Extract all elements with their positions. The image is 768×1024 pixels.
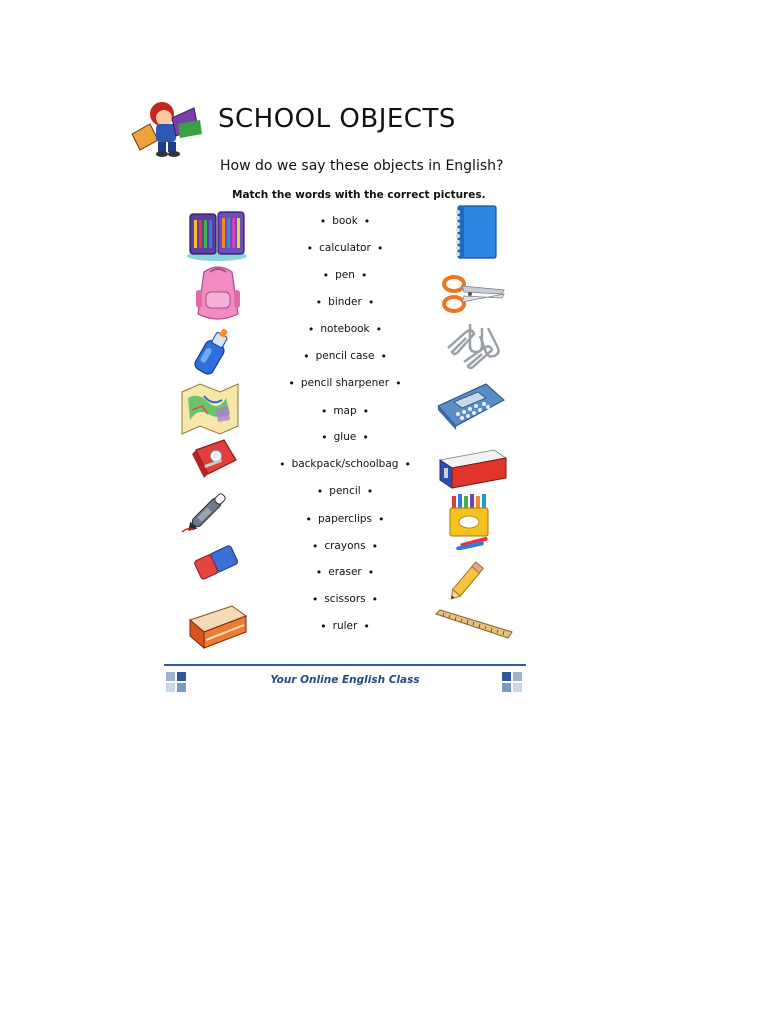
book-icon[interactable] (186, 602, 250, 654)
match-dot[interactable]: • (380, 349, 387, 363)
paperclips-icon[interactable] (440, 318, 502, 374)
match-dot[interactable]: • (305, 512, 312, 526)
match-dot[interactable]: • (375, 322, 383, 336)
match-dot[interactable]: • (371, 539, 379, 553)
word-item-eraser (270, 563, 420, 581)
binder-icon[interactable] (436, 446, 508, 492)
word-item-paperclips (270, 510, 420, 528)
word-label: pencil (329, 485, 361, 497)
word-item-calculator (270, 239, 420, 257)
word-label: pencil sharpener (300, 377, 390, 389)
match-dot[interactable]: • (319, 214, 327, 228)
match-dot[interactable]: • (321, 430, 328, 444)
word-label: paperclips (317, 513, 373, 525)
match-dot[interactable]: • (306, 241, 314, 255)
match-dot[interactable]: • (378, 512, 385, 526)
pencil-case-icon[interactable] (184, 206, 250, 262)
word-label: backpack/schoolbag (291, 458, 399, 470)
pen-icon[interactable] (180, 486, 236, 536)
match-dot[interactable]: • (360, 268, 368, 282)
word-item-pen (270, 266, 420, 284)
word-item-pencil-sharpener (270, 374, 420, 392)
match-dot[interactable]: • (320, 619, 327, 633)
match-dot[interactable]: • (288, 376, 295, 390)
pencil-sharpener-icon[interactable] (190, 436, 242, 480)
word-label: calculator (319, 242, 371, 254)
match-dot[interactable]: • (320, 404, 328, 418)
match-dot[interactable]: • (362, 404, 370, 418)
pencil-icon[interactable] (446, 556, 490, 602)
match-dot[interactable]: • (404, 457, 411, 471)
word-item-glue (270, 428, 420, 446)
glue-icon[interactable] (184, 326, 240, 380)
match-dot[interactable]: • (311, 592, 319, 606)
footer-text: Your Online English Class (270, 674, 420, 686)
match-dot[interactable]: • (315, 295, 323, 309)
ruler-icon[interactable] (434, 608, 514, 644)
match-dot[interactable]: • (362, 430, 369, 444)
word-item-pencil-case (270, 347, 420, 365)
word-item-book (270, 212, 420, 230)
child-reading-icon (128, 94, 212, 158)
backpack-icon[interactable] (190, 264, 246, 324)
scissors-icon[interactable] (440, 272, 506, 316)
match-dot[interactable]: • (371, 592, 379, 606)
word-label: crayons (324, 540, 366, 552)
crayons-icon[interactable] (446, 492, 496, 550)
match-dot[interactable]: • (311, 539, 319, 553)
footer-squares-left (166, 672, 190, 694)
word-label: notebook (320, 323, 370, 335)
word-item-notebook (270, 320, 420, 338)
match-dot[interactable]: • (367, 295, 375, 309)
match-dot[interactable]: • (395, 376, 402, 390)
match-dot[interactable]: • (307, 322, 315, 336)
match-dot[interactable]: • (315, 565, 323, 579)
word-label: map (333, 405, 357, 417)
match-dot[interactable]: • (376, 241, 384, 255)
word-item-backpack (270, 455, 420, 473)
word-label: book (332, 215, 358, 227)
page-title: SCHOOL OBJECTS (218, 104, 456, 134)
calculator-icon[interactable] (434, 380, 506, 430)
map-icon[interactable] (178, 380, 242, 436)
match-dot[interactable]: • (363, 214, 371, 228)
footer-squares-right (502, 672, 526, 694)
match-dot[interactable]: • (303, 349, 310, 363)
word-label: pencil case (315, 350, 375, 362)
match-dot[interactable]: • (322, 268, 330, 282)
word-label: ruler (332, 620, 358, 632)
eraser-icon[interactable] (192, 540, 242, 584)
word-label: eraser (328, 566, 362, 578)
word-item-scissors (270, 590, 420, 608)
footer-divider (164, 664, 526, 666)
word-item-ruler (270, 617, 420, 635)
word-label: glue (333, 431, 357, 443)
match-dot[interactable]: • (366, 484, 374, 498)
match-dot[interactable]: • (279, 457, 286, 471)
word-item-binder (270, 293, 420, 311)
word-item-map (270, 402, 420, 420)
match-dot[interactable]: • (367, 565, 375, 579)
word-label: scissors (324, 593, 366, 605)
match-dot[interactable]: • (363, 619, 370, 633)
instruction-text: Match the words with the correct pictures. (232, 189, 486, 201)
word-item-crayons (270, 537, 420, 555)
word-label: pen (335, 269, 355, 281)
question-text: How do we say these objects in English? (220, 158, 504, 174)
notebook-icon[interactable] (452, 204, 500, 260)
word-label: binder (328, 296, 362, 308)
word-item-pencil (270, 482, 420, 500)
match-dot[interactable]: • (316, 484, 324, 498)
